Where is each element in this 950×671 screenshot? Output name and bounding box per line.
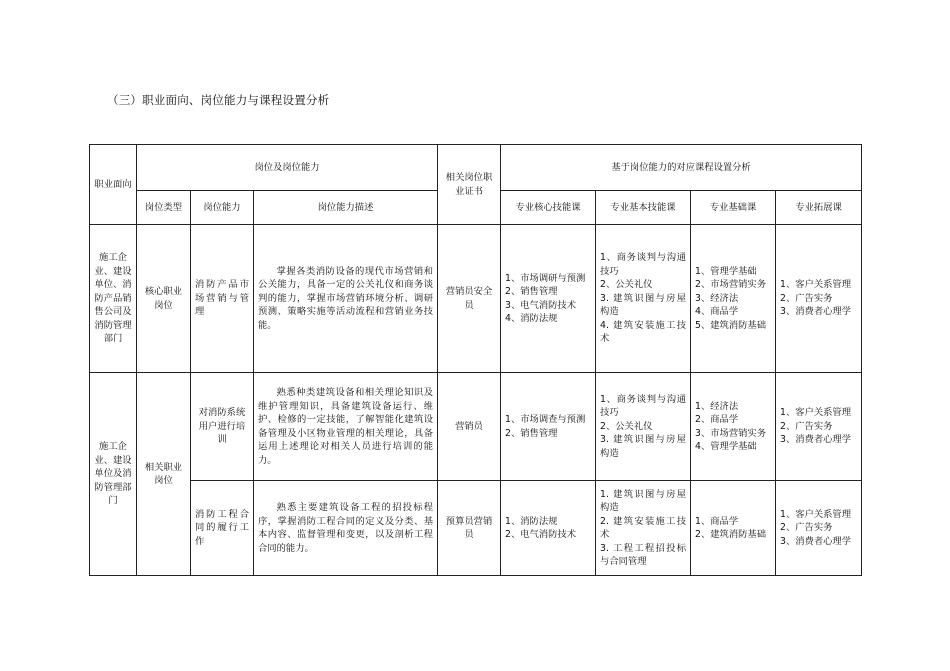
list-item: 2、市场营销实务 <box>695 279 767 291</box>
foundation-cell <box>691 373 776 481</box>
list-item: 1、经济法 <box>695 400 739 412</box>
career-cell: 施工企业、建设单位及消防管理部门 <box>90 373 137 576</box>
list-item: 1、客户关系管理 <box>780 407 852 419</box>
post-ability-cell: 消防工程合同的履行工作 <box>191 481 254 576</box>
cert-cell: 营销员 <box>438 373 501 481</box>
post-ability-cell: 对消防系统用户进行培训 <box>191 373 254 481</box>
list-item: 4、管理学基础 <box>695 441 757 452</box>
post-type-cell: 核心职业岗位 <box>137 225 191 373</box>
career-course-table <box>89 144 862 576</box>
header-post-group: 岗位及岗位能力 <box>137 145 438 191</box>
header-post-ability: 岗位能力 <box>191 191 254 225</box>
list-item: 2、广告实务 <box>780 292 833 304</box>
list-item: 1、管理学基础 <box>695 265 757 277</box>
table-row <box>90 481 862 576</box>
basic-skill-cell <box>596 481 691 576</box>
ability-desc-cell: 熟悉种类建筑设备和相关理论知识及维护管理知识，具备建筑设备运行、维护、检修的一定技能，了解智能化建筑设备管理及小区物业管理的相关理论，具备运用上述理论对相关人员进行培训的能力。 <box>254 373 438 481</box>
list-item: 2、广告实务 <box>780 420 833 432</box>
list-item: 3、消费者心理学 <box>780 535 852 547</box>
header-row-1 <box>90 145 862 191</box>
list-item: 4、消防法规 <box>505 313 558 324</box>
list-item: 2、销售管理 <box>505 427 558 439</box>
list-item: 2、商品学 <box>695 414 739 425</box>
list-item: 3、电气消防技术 <box>505 299 577 311</box>
section-title: （三）职业面向、岗位能力与课程设置分析 <box>107 93 330 107</box>
list-item: 2、电气消防技术 <box>505 529 577 540</box>
list-item: 1、商品学 <box>695 515 739 527</box>
list-item: 3、市场营销实务 <box>695 427 767 439</box>
header-basic-skill: 专业基本技能课 <box>596 191 691 225</box>
list-item: 3、消费者心理学 <box>780 306 852 318</box>
list-item: 2、销售管理 <box>505 286 558 297</box>
header-cert: 相关岗位职业证书 <box>438 145 501 225</box>
list-item: 1、商务谈判与沟通技巧 <box>600 393 687 419</box>
list-item: 2、公关礼仪 <box>600 279 653 291</box>
extension-cell <box>776 373 862 481</box>
table-row <box>90 225 862 373</box>
list-item: 5、建筑消防基础 <box>695 319 767 331</box>
header-post-type: 岗位类型 <box>137 191 191 225</box>
list-item: 3、经济法 <box>695 292 739 304</box>
list-item: 4、商品学 <box>695 306 739 318</box>
cert-cell: 营销员安全员 <box>438 225 501 373</box>
table-row <box>90 373 862 481</box>
list-item: 1. 建筑识图与房屋构造 <box>600 488 687 513</box>
list-item: 1、市场调查与预测 <box>505 414 586 425</box>
header-core-skill: 专业核心技能课 <box>501 191 596 225</box>
foundation-cell <box>691 481 776 576</box>
list-item: 2、广告实务 <box>780 522 833 534</box>
list-item: 1、客户关系管理 <box>780 279 852 291</box>
header-extension: 专业拓展课 <box>776 191 862 225</box>
header-course-group: 基于岗位能力的对应课程设置分析 <box>501 145 862 191</box>
post-ability-cell: 消防产品市场营销与管理 <box>191 225 254 373</box>
post-type-cell: 相关职业岗位 <box>137 373 191 576</box>
list-item: 1、市场调研与预测 <box>505 272 586 284</box>
core-skill-cell <box>501 225 596 373</box>
extension-cell <box>776 481 862 576</box>
header-ability-desc: 岗位能力描述 <box>254 191 438 225</box>
list-item: 2、建筑消防基础 <box>695 529 767 540</box>
list-item: 3. 建筑识图与房屋构造 <box>600 434 687 459</box>
header-career: 职业面向 <box>90 145 137 225</box>
career-cell: 施工企业、建设单位、消防产品销售公司及消防管理部门 <box>90 225 137 373</box>
foundation-cell <box>691 225 776 373</box>
list-item: 1、客户关系管理 <box>780 508 852 520</box>
list-item: 3. 建筑识图与房屋构造 <box>600 292 687 318</box>
header-foundation: 专业基础课 <box>691 191 776 225</box>
ability-desc-cell: 掌握各类消防设备的现代市场营销和公关能力，具备一定的公关礼仪和商务谈判的能力，掌握市场营销环境分析、调研预测、策略实施等活动流程和营销业务技能。 <box>254 225 438 373</box>
list-item: 1、商务谈判与沟通技巧 <box>600 252 687 277</box>
basic-skill-cell <box>596 225 691 373</box>
list-item: 2. 建筑安装施工技术 <box>600 515 687 540</box>
core-skill-cell <box>501 373 596 481</box>
list-item: 3、消费者心理学 <box>780 434 852 446</box>
list-item: 4. 建筑安装施工技术 <box>600 319 687 345</box>
cert-cell: 预算员营销员 <box>438 481 501 576</box>
core-skill-cell <box>501 481 596 576</box>
basic-skill-cell <box>596 373 691 481</box>
list-item: 1、消防法规 <box>505 515 558 527</box>
list-item: 2、公关礼仪 <box>600 420 653 432</box>
extension-cell <box>776 225 862 373</box>
ability-desc-cell: 熟悉主要建筑设备工程的招投标程序，掌握消防工程合同的定义及分类、基本内容、监督管理和变更，以及剖析工程合同的能力。 <box>254 481 438 576</box>
list-item: 3. 工程工程招投标与合同管理 <box>600 542 687 567</box>
